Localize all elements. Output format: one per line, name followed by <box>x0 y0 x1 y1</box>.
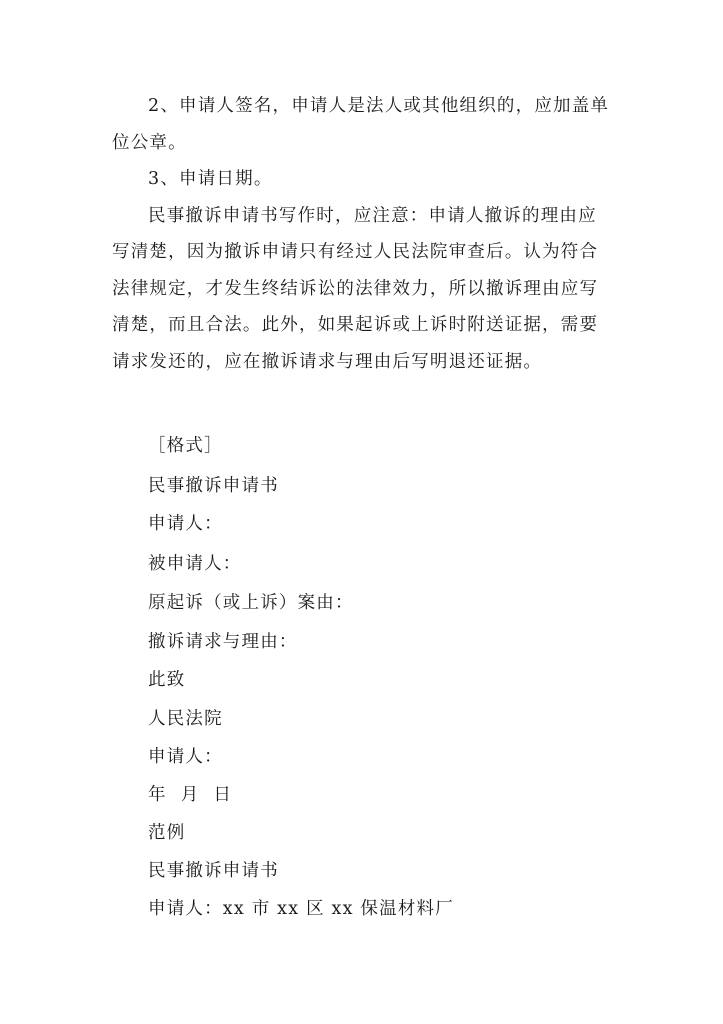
example-title: 民事撤诉申请书 <box>148 861 279 881</box>
instructions-block <box>112 88 612 380</box>
paragraph-signature: 2、申请人签名，申请人是法人或其他组织的，应加盖单位公章。 <box>112 96 610 153</box>
example-applicant-line: 申请人：xx 市 xx 区 xx 保温材料厂 <box>148 899 454 919</box>
applicant-sign-line: 申请人： <box>148 747 223 767</box>
example-label: 范例 <box>148 823 186 843</box>
date-month: 月 <box>180 785 200 805</box>
applicant-line: 申请人： <box>148 514 223 534</box>
original-case-line: 原起诉（或上诉）案由： <box>148 593 354 613</box>
date-line <box>148 781 246 806</box>
paragraph-notes: 民事撤诉申请书写作时，应注意：申请人撤诉的理由应写清楚，因为撤诉申请只有经过人民法院审查后。认为符合法律规定，才发生终结诉讼的法律效力，所以撤诉理由应写清楚，而且合法。此外，如果起诉或上诉时附送证据，需要请求发还的，应在撤诉请求与理由后写明退还证据。 <box>112 205 599 372</box>
paragraph-date: 3、申请日期。 <box>148 169 273 189</box>
court-line: 人民法院 <box>148 709 223 729</box>
respondent-line: 被申请人： <box>148 554 242 574</box>
format-label: ［格式］ <box>148 436 223 456</box>
date-year: 年 <box>148 785 167 805</box>
document-title: 民事撤诉申请书 <box>148 476 279 496</box>
request-reason-line: 撤诉请求与理由： <box>148 632 298 652</box>
date-day: 日 <box>213 785 233 805</box>
salutation-line: 此致 <box>148 670 186 690</box>
